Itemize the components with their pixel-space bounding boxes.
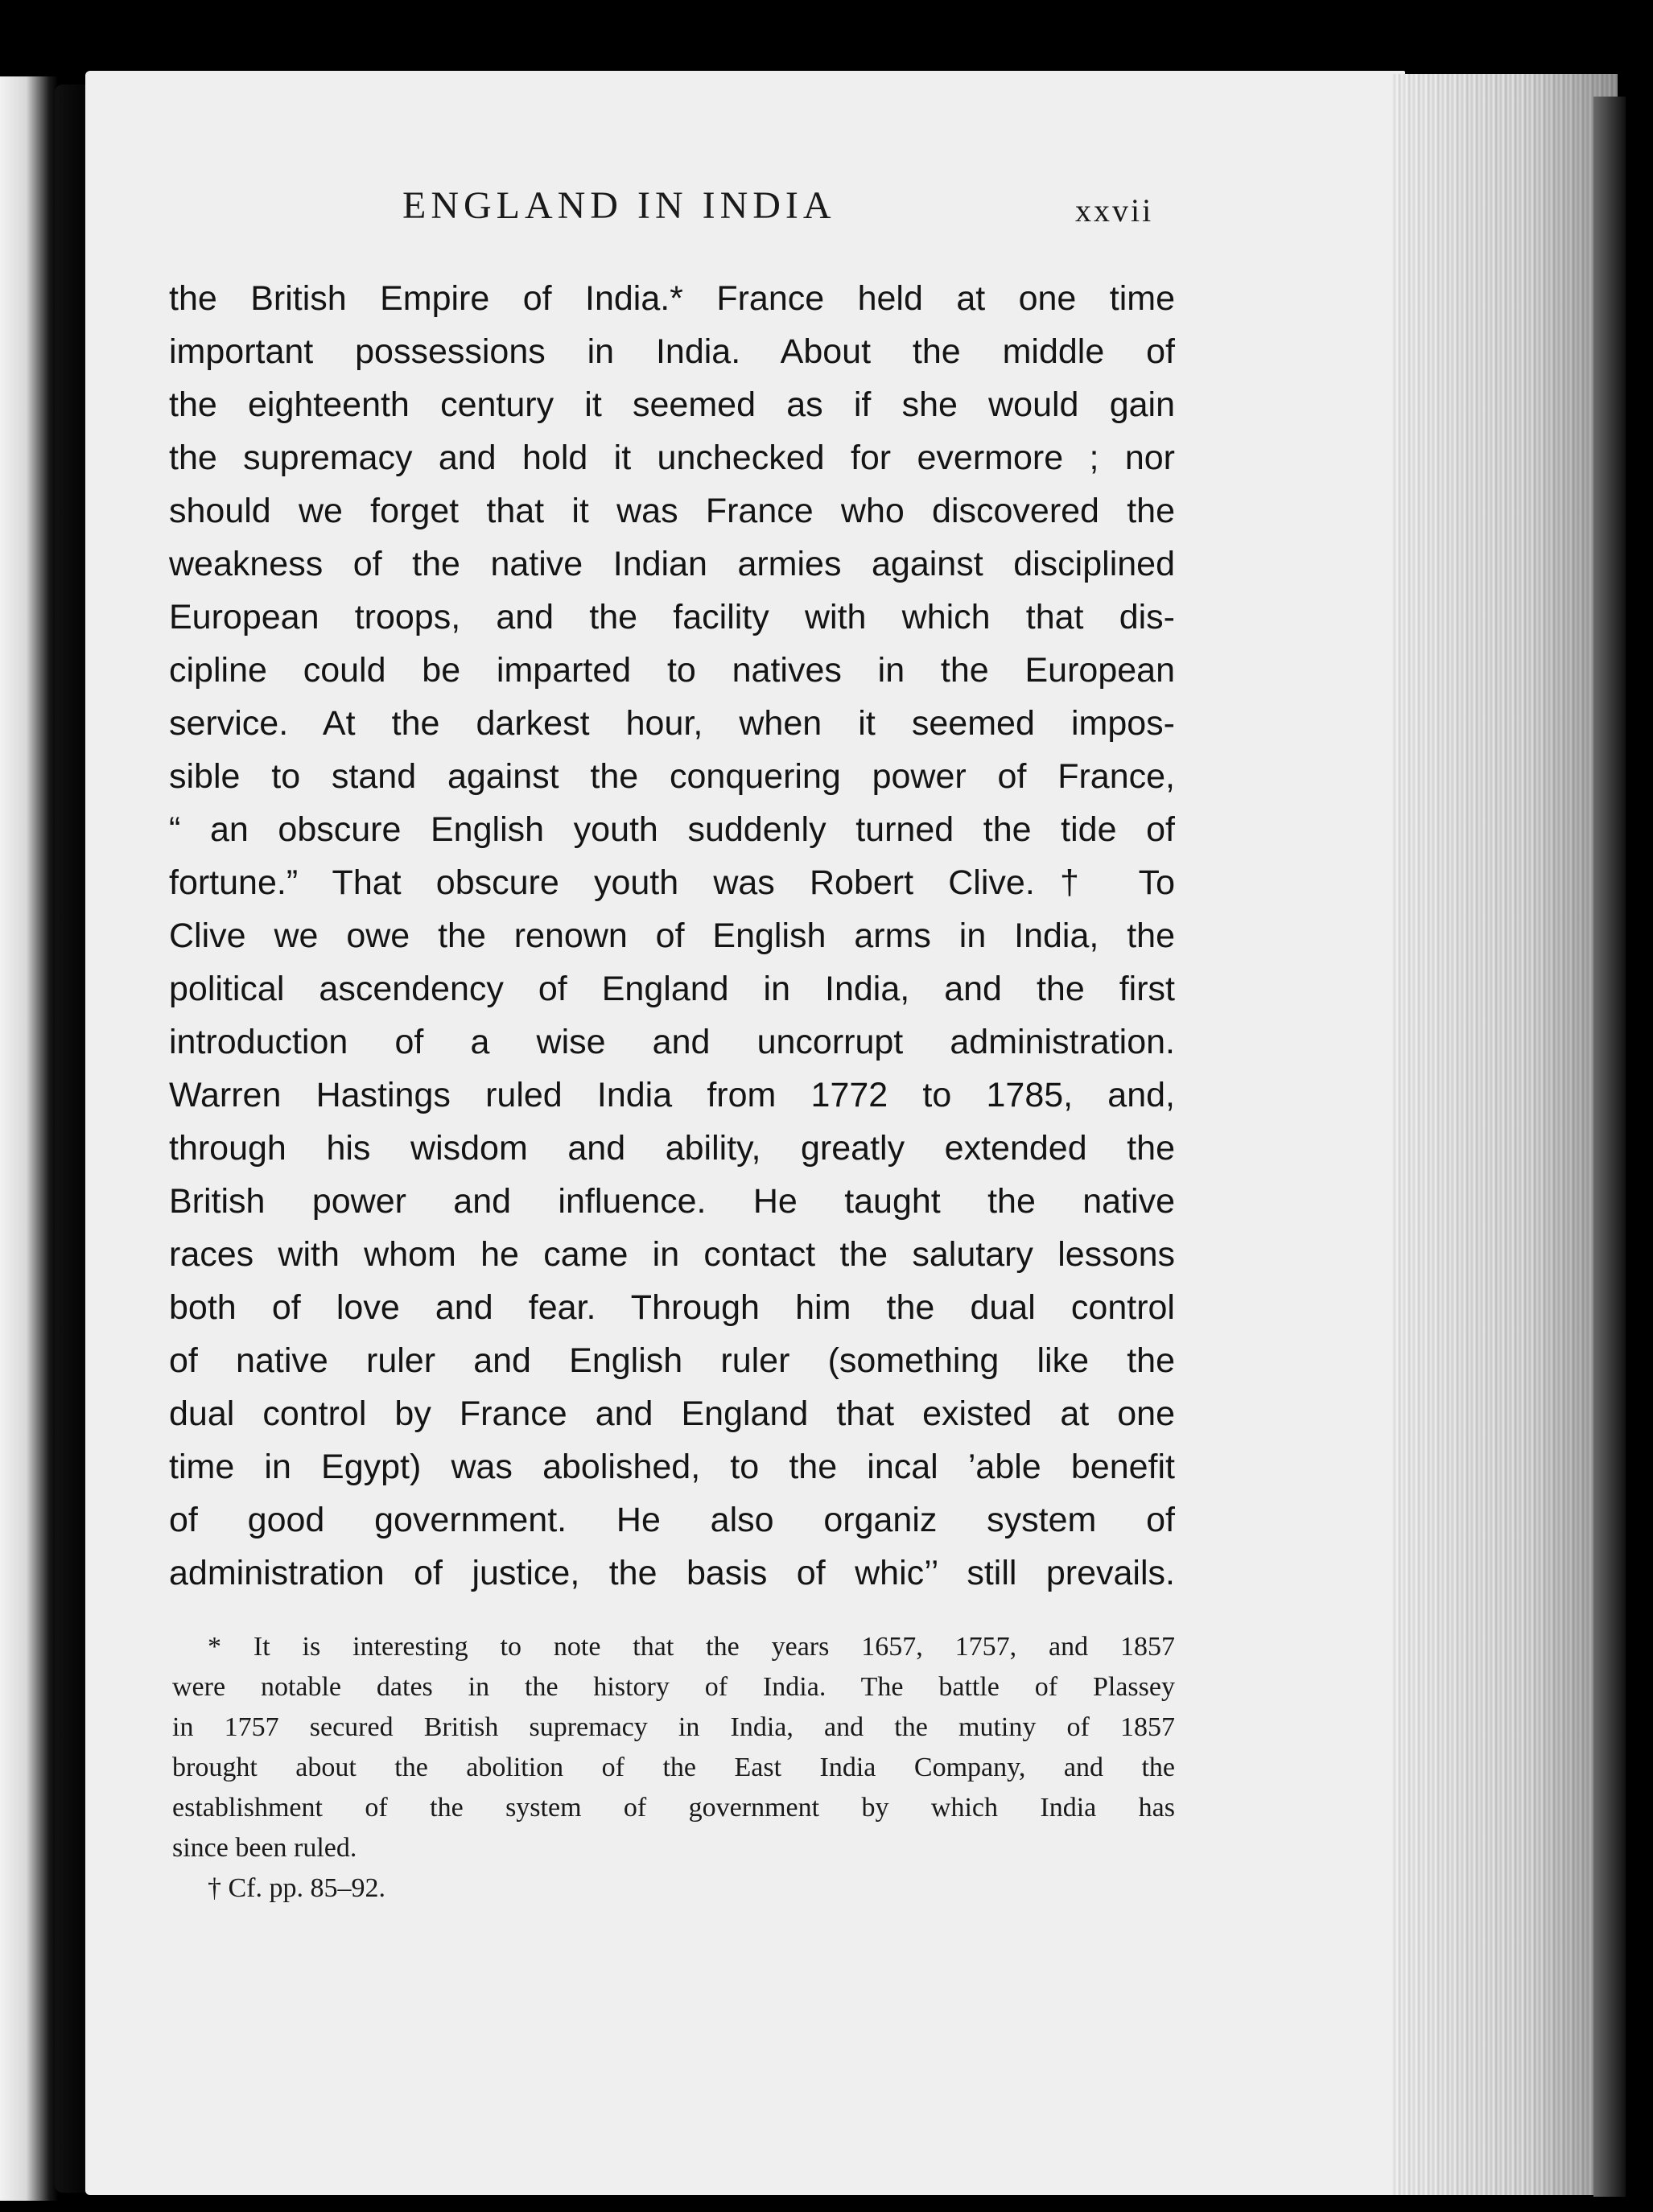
left-page-edge (0, 76, 58, 2201)
footnote-line: brought about the abolition of the East India Company, and the (172, 1753, 1175, 1782)
body-line: Warren Hastings ruled India from 1772 to 1785, and, (169, 1076, 1175, 1114)
body-line: sible to stand against the conquering power of France, (169, 757, 1175, 796)
body-line: dual control by France and England that existed at one (169, 1394, 1175, 1433)
body-line: should we forget that it was France who discovered the (169, 492, 1175, 530)
body-text (169, 272, 1175, 1600)
body-line: Clive we owe the renown of English arms in India, the (169, 917, 1175, 955)
body-line: British power and influence. He taught the native (169, 1182, 1175, 1221)
footnote-line: * It is interesting to note that the years 1657, 1757, and 1857 (208, 1632, 1175, 1662)
footnote-reference: † Cf. pp. 85–92. (208, 1873, 385, 1903)
footnote-line: were notable dates in the history of India. The battle of Plassey (172, 1672, 1175, 1702)
footnotes (172, 1627, 1175, 1909)
page-number: xxvii (1075, 192, 1154, 229)
body-line: fortune.” That obscure youth was Robert Clive.† To (169, 863, 1175, 902)
body-line: introduction of a wise and uncorrupt administration. (169, 1023, 1175, 1061)
body-line: time in Egypt) was abolished, to the incal ’able benefit (169, 1448, 1175, 1486)
body-line: service. At the darkest hour, when it seemed impos- (169, 704, 1175, 743)
body-line: both of love and fear. Through him the dual control (169, 1288, 1175, 1327)
body-line: administration of justice, the basis of whic’’ still prevails. (169, 1554, 1175, 1592)
body-line: the British Empire of India.* France held at one time (169, 279, 1175, 318)
body-line: cipline could be imparted to natives in the European (169, 651, 1175, 690)
running-title: ENGLAND IN INDIA (402, 184, 836, 227)
footnote-line: in 1757 secured British supremacy in India, and the mutiny of 1857 (172, 1712, 1175, 1742)
body-line: European troops, and the facility with which that dis- (169, 598, 1175, 636)
body-line: weakness of the native Indian armies against disciplined (169, 545, 1175, 583)
fore-edge-shading (1392, 74, 1618, 2195)
body-line: of native ruler and English ruler (something like the (169, 1341, 1175, 1380)
body-line: the eighteenth century it seemed as if she would gain (169, 385, 1175, 424)
body-line: of good government. He also organiz system of (169, 1501, 1175, 1539)
footnote-line: since been ruled. (172, 1833, 357, 1863)
body-line: races with whom he came in contact the salutary lessons (169, 1235, 1175, 1274)
right-cover-edge (1593, 97, 1626, 2197)
body-line: through his wisdom and ability, greatly extended the (169, 1129, 1175, 1168)
body-line: political ascendency of England in India, and the first (169, 970, 1175, 1008)
footnote-line: establishment of the system of government by which India has (172, 1793, 1175, 1823)
body-line: the supremacy and hold it unchecked for evermore ; nor (169, 439, 1175, 477)
body-line: important possessions in India. About the middle of (169, 332, 1175, 371)
body-line: “ an obscure English youth suddenly turned the tide of (169, 810, 1175, 849)
